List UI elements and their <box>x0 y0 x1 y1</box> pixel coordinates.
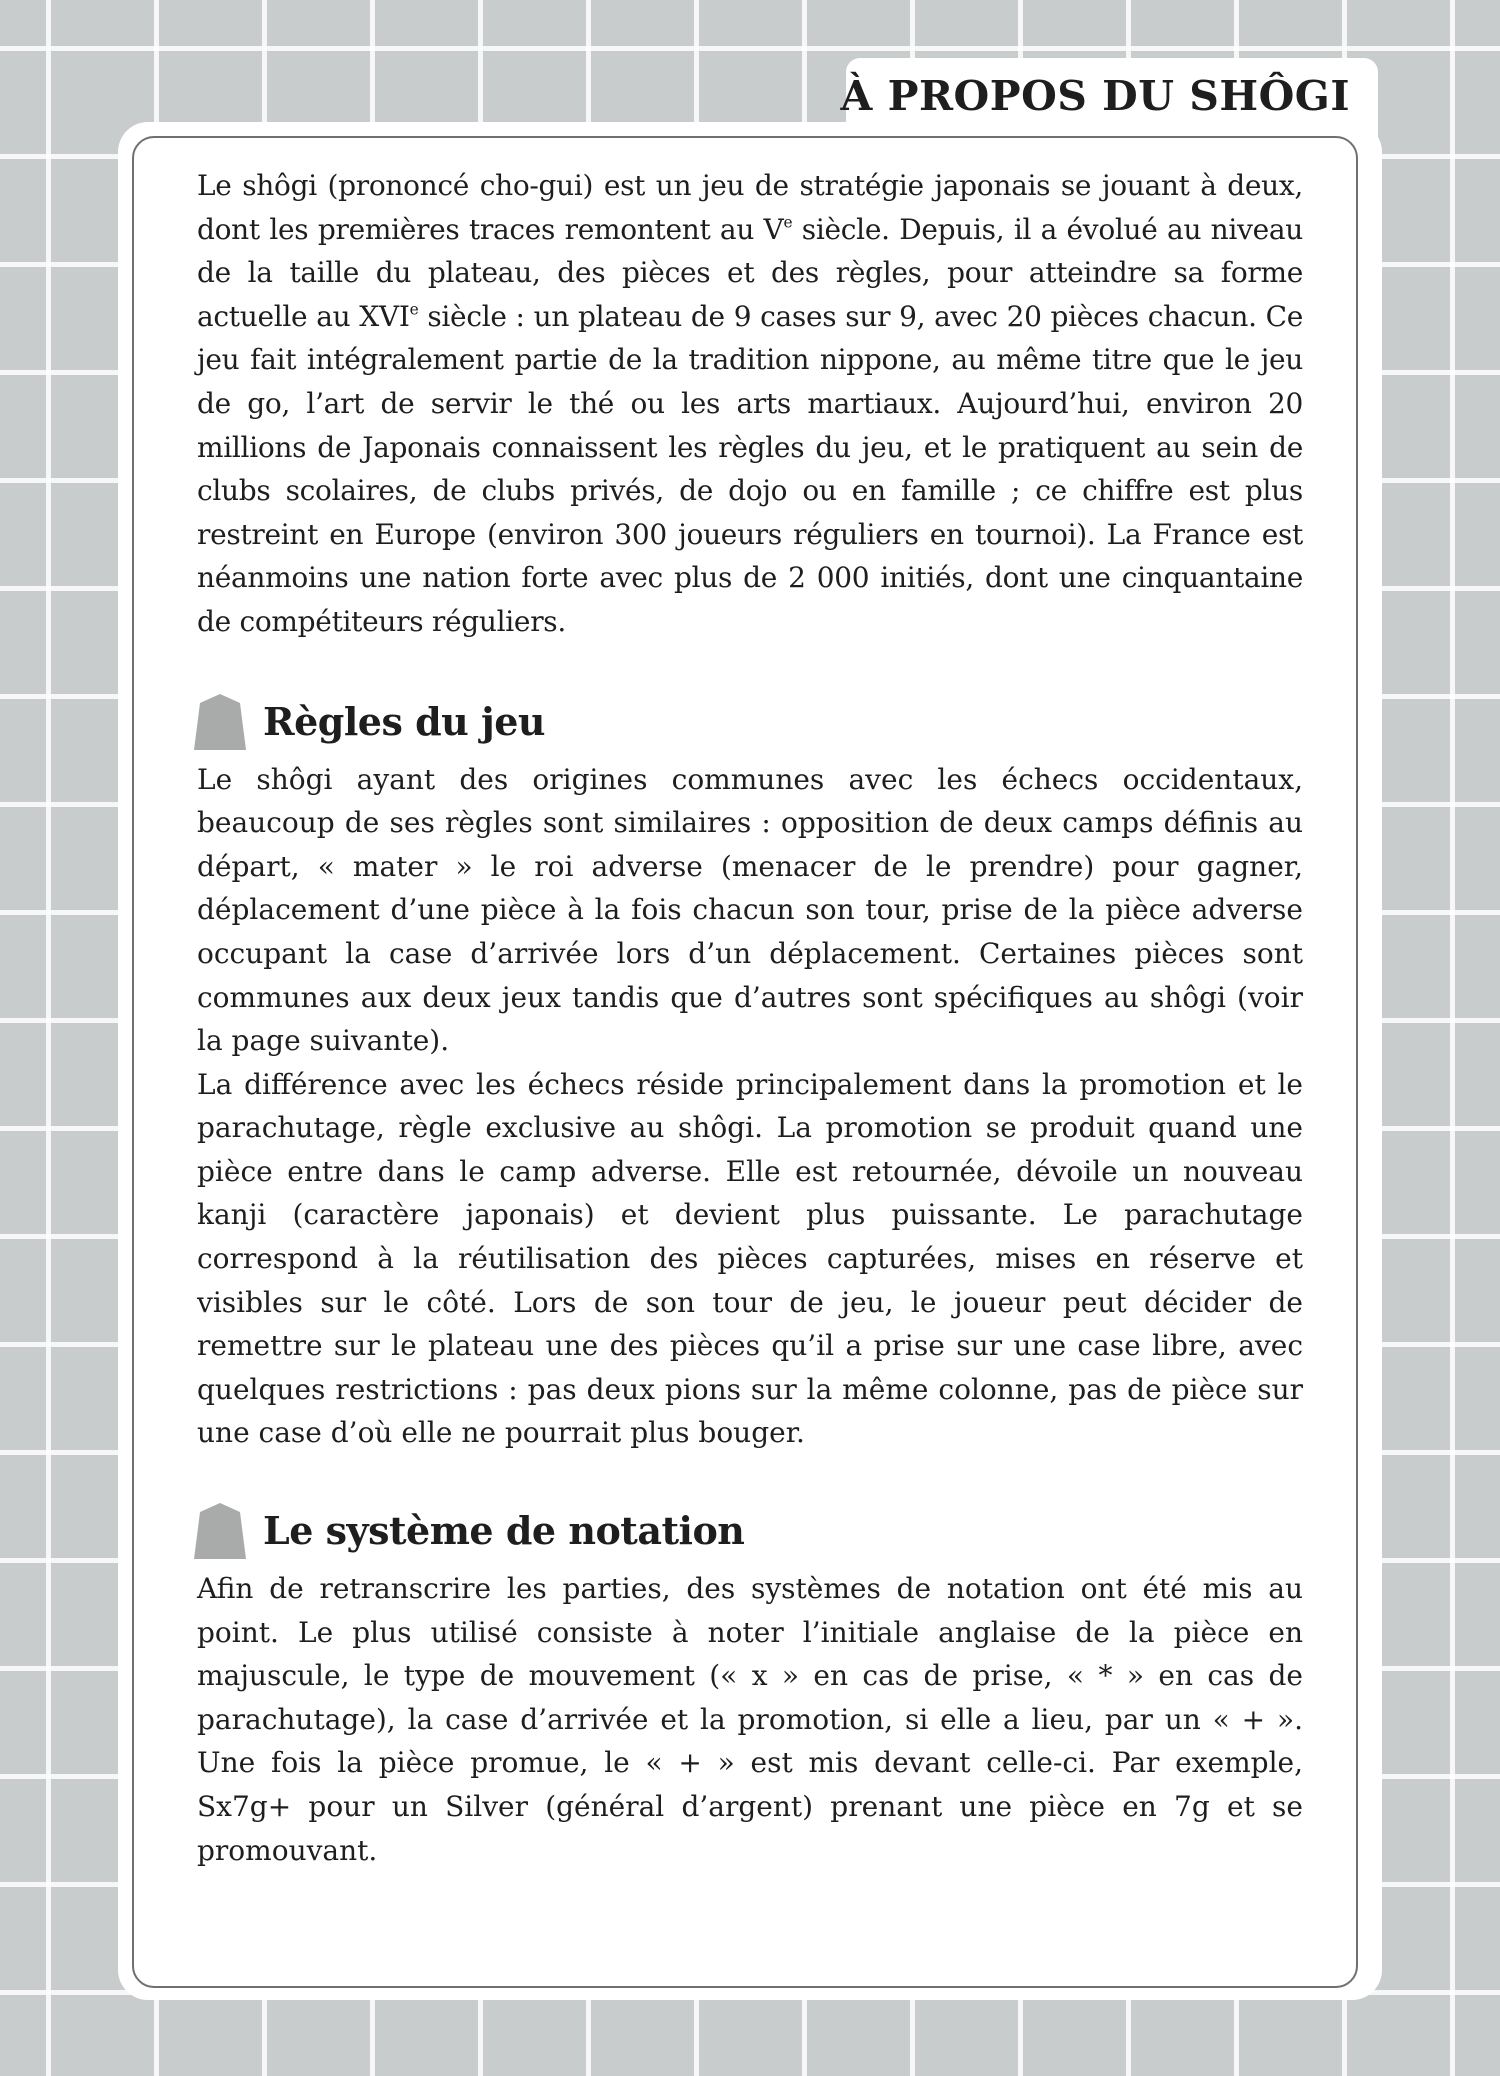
century-superscript: e <box>783 213 793 232</box>
intro-text-1: Le shôgi (prononcé cho-gui) est un jeu de stratégie japonais se jouant à deux, dont les premières traces remontent au V <box>197 169 1303 246</box>
rules-paragraph: La différence avec les échecs réside principalement dans la promotion et le parachutage, règle exclusive au shôgi. La promotion se produit quand une pièce entre dans le camp adverse. Elle est retournée, dévoile un nouveau kanji (caractère japonais) et devient plus puissante. Le parachutage correspond à la réutilisation des pièces capturées, mises en réserve et visibles sur le côté. Lors de son tour de jeu, le joueur peut décider de remettre sur le plateau une des pièces qu’il a prise sur une case libre, avec quelques restrictions : pas deux pions sur la même colonne, pas de pièce sur une case d’où elle ne pourrait plus bouger. <box>197 1067 1303 1450</box>
intro-text-2: siècle. Depuis, il a évolué au niveau de la taille du plateau, des pièces et des règles, pour atteindre sa forme actuelle au XVI <box>197 212 1303 333</box>
shogi-piece-icon <box>193 693 247 751</box>
section-title-rules: Règles du jeu <box>263 698 546 744</box>
section-header-notation <box>197 1495 1303 1567</box>
notation-paragraph: Afin de retranscrire les parties, des systèmes de notation ont été mis au point. Le plus utilisé consiste à noter l’initiale anglaise de la pièce en majuscule, le type de mouvement (« x » en cas de prise, « * » en cas de parachutage), la case d’arrivée et la promotion, si elle a lieu, par un « + ». Une fois la pièce promue, le « + » est mis devant celle-ci. Par exemple, Sx7g+ pour un Silver (général d’argent) prenant une pièce en 7g et se promouvant. <box>197 1572 1303 1867</box>
intro-text-3: siècle : un plateau de 9 cases sur 9, avec 20 pièces chacun. Ce jeu fait intégralement partie de la tradition nippone, au même titre que le jeu de go, l’art de servir le thé ou les arts martiaux. Aujourd’hui, environ 20 millions de Japonais connaissent les règles du jeu, et le pratiquent au sein de clubs scolaires, de clubs privés, de dojo ou en famille ; ce chiffre est plus restreint en Europe (environ 300 joueurs réguliers en tournoi). La France est néanmoins une nation forte avec plus de 2 000 initiés, dont une cinquantaine de compétiteurs réguliers. <box>197 299 1303 638</box>
section-header-rules <box>197 686 1303 758</box>
shogi-piece-icon <box>193 1502 247 1560</box>
page-title: À PROPOS DU SHÔGI <box>840 72 1350 120</box>
section-title-notation: Le système de notation <box>263 1508 745 1554</box>
article-body <box>197 164 1303 1872</box>
rules-paragraph: Le shôgi ayant des origines communes avec les échecs occidentaux, beaucoup de ses règles sont similaires : opposition de deux camps définis au départ, « mater » le roi adverse (menacer de le prendre) pour gagner, déplacement d’une pièce à la fois chacun son tour, prise de la pièce adverse occupant la case d’arrivée lors d’un déplacement. Certaines pièces sont communes aux deux jeux tandis que d’autres sont spécifiques au shôgi (voir la page suivante). <box>197 762 1303 1058</box>
intro-paragraph <box>197 164 1303 644</box>
century-superscript: e <box>409 300 419 319</box>
